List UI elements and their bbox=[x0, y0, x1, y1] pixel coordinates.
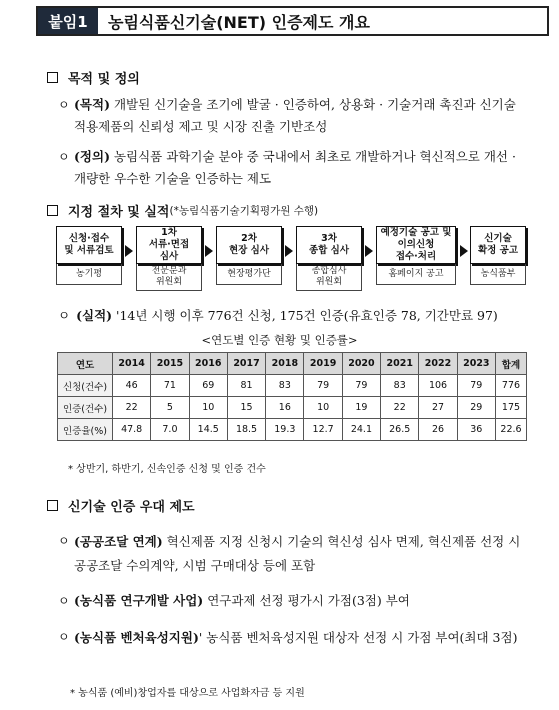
step-foot: 전문분과 위원회 bbox=[136, 264, 202, 291]
table-cell: 10 bbox=[304, 397, 342, 419]
step-third-review bbox=[296, 226, 362, 291]
stat-line bbox=[58, 306, 498, 324]
section-heading-benefits: 신기술 인증 우대 제도 bbox=[47, 496, 195, 515]
circle-bullet-icon: ㅇ bbox=[58, 534, 70, 548]
item-text: 연구과제 선정 평가시 가점(3점) 부여 bbox=[203, 593, 410, 608]
step-head: 1차 서류·면접 심사 bbox=[136, 226, 202, 264]
step-head: 신기술 확정 공고 bbox=[470, 226, 526, 264]
list-item-rnd bbox=[58, 590, 528, 612]
item-text: 혁신제품 지정 신청시 기술의 혁신성 심사 면제, 혁신제품 선정 시 공공조달 수의계약, 시범 구매대상 등에 포함 bbox=[74, 534, 521, 573]
item-label: (공공조달 연계) bbox=[74, 534, 163, 549]
list-item-purpose bbox=[58, 94, 528, 138]
list-item-definition bbox=[58, 146, 528, 190]
row-header-cell: 신청(건수) bbox=[58, 375, 113, 397]
item-text: 개발된 신기술을 조기에 발굴 · 인증하여, 상용화 · 기술거래 촉진과 신기술 적용제품의 신뢰성 제고 및 시장 진출 기반조성 bbox=[74, 97, 516, 134]
table-cell: 46 bbox=[113, 375, 151, 397]
table-cell: 26 bbox=[419, 419, 457, 441]
table-cell: 79 bbox=[304, 375, 342, 397]
step-announcement bbox=[376, 226, 456, 285]
step-head: 3차 종합 심사 bbox=[296, 226, 362, 264]
table-cell: 29 bbox=[457, 397, 495, 419]
header-cell: 합계 bbox=[495, 353, 526, 375]
heading-note: (*농림식품기술기획평가원 수행) bbox=[169, 205, 319, 217]
header-cell: 2016 bbox=[189, 353, 227, 375]
step-head: 2차 현장 심사 bbox=[216, 226, 282, 264]
stat-text: '14년 시행 이후 776건 신청, 175건 인증(유효인증 78, 기간만료 97) bbox=[112, 308, 498, 323]
step-foot: 현장평가단 bbox=[216, 264, 282, 285]
arrow-right-icon bbox=[285, 245, 293, 257]
table-cell: 5 bbox=[151, 397, 189, 419]
stat-label: (실적) bbox=[76, 308, 113, 323]
arrow-right-icon bbox=[205, 245, 213, 257]
table-cell: 81 bbox=[227, 375, 265, 397]
table-caption: <연도별 인증 현황 및 인증률> bbox=[201, 333, 358, 347]
table-cell: 776 bbox=[495, 375, 526, 397]
header-cell: 2023 bbox=[457, 353, 495, 375]
header-cell: 2018 bbox=[266, 353, 304, 375]
table-cell: 10 bbox=[189, 397, 227, 419]
header-cell: 2021 bbox=[381, 353, 419, 375]
square-bullet-icon bbox=[47, 205, 58, 216]
table-cell: 69 bbox=[189, 375, 227, 397]
arrow-right-icon bbox=[125, 245, 133, 257]
attachment-tag: 붙임1 bbox=[38, 8, 98, 34]
table-cell: 83 bbox=[381, 375, 419, 397]
table-cell: 22.6 bbox=[495, 419, 526, 441]
step-foot: 농기평 bbox=[56, 264, 122, 285]
circle-bullet-icon: ㅇ bbox=[58, 594, 70, 608]
arrow-right-icon bbox=[365, 245, 373, 257]
title-bar bbox=[36, 6, 549, 36]
circle-bullet-icon: ㅇ bbox=[58, 150, 70, 164]
table-cell: 12.7 bbox=[304, 419, 342, 441]
page-title: 농림식품신기술(NET) 인증제도 개요 bbox=[108, 12, 370, 32]
circle-bullet-icon: ㅇ bbox=[58, 98, 70, 112]
table-cell: 16 bbox=[266, 397, 304, 419]
table-cell: 22 bbox=[381, 397, 419, 419]
table-cell: 47.8 bbox=[113, 419, 151, 441]
item-label: (정의) bbox=[74, 149, 110, 164]
table-cell: 19.3 bbox=[266, 419, 304, 441]
step-confirmation bbox=[470, 226, 526, 285]
item-label: (농식품 벤처육성지원) bbox=[74, 630, 199, 645]
step-first-review bbox=[136, 226, 202, 291]
step-second-review bbox=[216, 226, 282, 285]
table-cell: 27 bbox=[419, 397, 457, 419]
table-cell: 19 bbox=[342, 397, 380, 419]
header-cell: 2020 bbox=[342, 353, 380, 375]
table-header-row bbox=[58, 353, 527, 375]
item-text: 농림식품 과학기술 분야 중 국내에서 최초로 개발하거나 혁신적으로 개선 · 개량한 우수한 기술을 인증하는 제도 bbox=[74, 149, 516, 186]
item-label: (목적) bbox=[74, 97, 110, 112]
header-cell: 2022 bbox=[419, 353, 457, 375]
header-cell: 2015 bbox=[151, 353, 189, 375]
step-application bbox=[56, 226, 122, 285]
square-bullet-icon bbox=[47, 500, 58, 511]
square-bullet-icon bbox=[47, 72, 58, 83]
certification-table bbox=[57, 352, 527, 441]
row-header-cell: 인증율(%) bbox=[58, 419, 113, 441]
header-cell: 연도 bbox=[58, 353, 113, 375]
step-foot: 종합심사 위원회 bbox=[296, 264, 362, 291]
row-header-cell: 인증(건수) bbox=[58, 397, 113, 419]
table-cell: 24.1 bbox=[342, 419, 380, 441]
list-item-procurement bbox=[58, 530, 528, 578]
table-cell: 71 bbox=[151, 375, 189, 397]
table-note: * 상반기, 하반기, 신속인증 신청 및 인증 건수 bbox=[68, 464, 266, 475]
table-cell: 22 bbox=[113, 397, 151, 419]
item-label: (농식품 연구개발 사업) bbox=[74, 593, 204, 608]
circle-bullet-icon: ㅇ bbox=[58, 308, 71, 323]
item-text: ' 농식품 벤처육성지원 대상자 선정 시 가점 부여(최대 3점) bbox=[198, 630, 518, 645]
section-heading-purpose: 목적 및 정의 bbox=[47, 68, 140, 87]
step-head: 예정기술 공고 및 이의신청 접수·처리 bbox=[376, 226, 456, 264]
table-row bbox=[58, 375, 527, 397]
step-foot: 농식품부 bbox=[470, 264, 526, 285]
arrow-right-icon bbox=[460, 245, 468, 257]
table-cell: 83 bbox=[266, 375, 304, 397]
header-cell: 2014 bbox=[113, 353, 151, 375]
table-cell: 36 bbox=[457, 419, 495, 441]
table-cell: 18.5 bbox=[227, 419, 265, 441]
procedure-flow bbox=[56, 226, 526, 296]
table-cell: 79 bbox=[342, 375, 380, 397]
header-cell: 2019 bbox=[304, 353, 342, 375]
table-cell: 79 bbox=[457, 375, 495, 397]
table-row bbox=[58, 419, 527, 441]
table-cell: 26.5 bbox=[381, 419, 419, 441]
table-cell: 14.5 bbox=[189, 419, 227, 441]
step-foot: 홈페이지 공고 bbox=[376, 264, 456, 285]
list-item-venture bbox=[58, 626, 528, 650]
benefit-note: * 농식품 (예비)창업자를 대상으로 사업화자금 등 지원 bbox=[70, 688, 305, 699]
step-head: 신청·접수 및 서류검토 bbox=[56, 226, 122, 264]
section-heading-procedure: 지정 절차 및 실적 (*농림식품기술기획평가원 수행) bbox=[47, 201, 318, 220]
table-row bbox=[58, 397, 527, 419]
header-cell: 2017 bbox=[227, 353, 265, 375]
circle-bullet-icon: ㅇ bbox=[58, 630, 70, 644]
table-cell: 15 bbox=[227, 397, 265, 419]
table-cell: 175 bbox=[495, 397, 526, 419]
table-cell: 106 bbox=[419, 375, 457, 397]
table-cell: 7.0 bbox=[151, 419, 189, 441]
